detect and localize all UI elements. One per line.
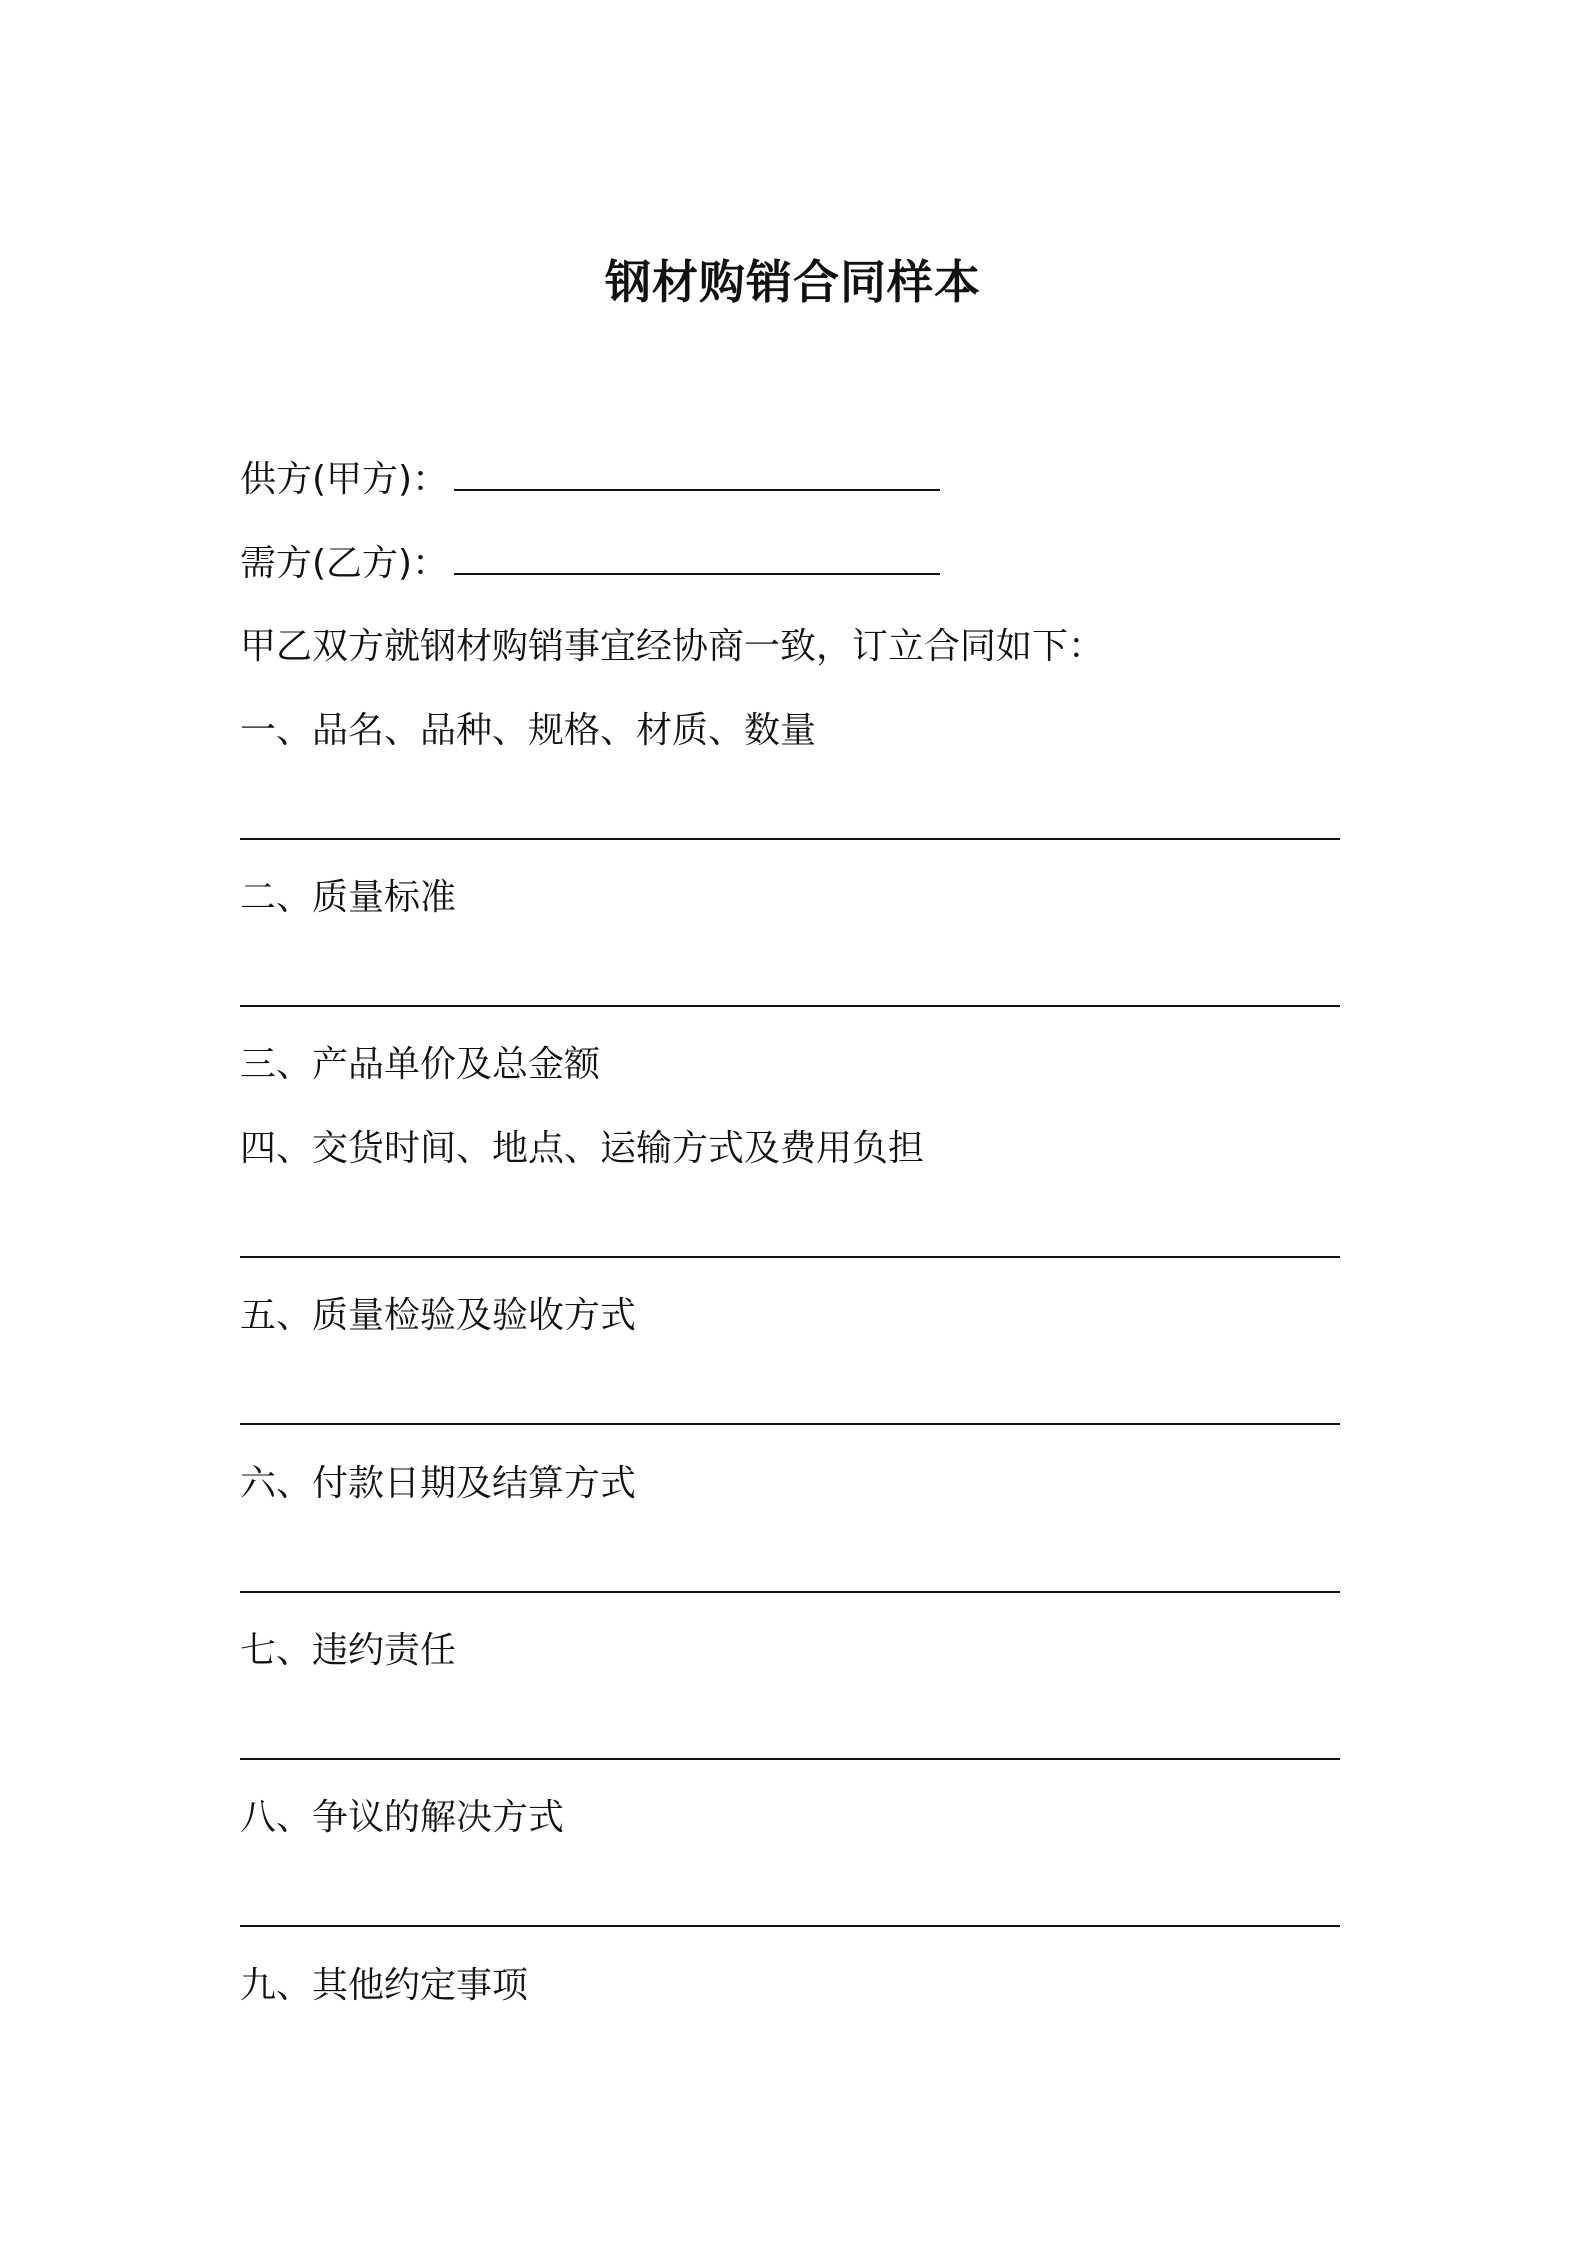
intro-text: 甲乙双方就钢材购销事宜经协商一致，订立合同如下： xyxy=(240,626,1105,667)
supplier-label: 供方(甲方)： xyxy=(240,459,449,500)
section-fill-line xyxy=(240,1758,1340,1760)
section-heading: 六、付款日期及结算方式 xyxy=(240,1463,637,1504)
section-fill-line xyxy=(240,1005,1340,1007)
section-heading: 三、产品单价及总金额 xyxy=(240,1044,601,1085)
section-heading: 八、争议的解决方式 xyxy=(240,1797,565,1838)
section-heading: 五、质量检验及验收方式 xyxy=(240,1295,637,1336)
section-fill-line xyxy=(240,838,1340,840)
section-heading: 四、交货时间、地点、运输方式及费用负担 xyxy=(240,1128,925,1169)
supplier-blank xyxy=(454,455,940,491)
buyer-line xyxy=(240,539,940,589)
buyer-blank xyxy=(454,539,940,575)
section-fill-line xyxy=(240,1423,1340,1425)
section-fill-line xyxy=(240,1591,1340,1593)
section-heading: 七、违约责任 xyxy=(240,1630,457,1671)
buyer-label: 需方(乙方)： xyxy=(240,543,449,584)
document-title: 钢材购销合同样本 xyxy=(605,255,981,309)
section-fill-line xyxy=(240,1925,1340,1927)
supplier-line xyxy=(240,455,940,505)
section-heading: 九、其他约定事项 xyxy=(240,1965,529,2006)
section-fill-line xyxy=(240,1256,1340,1258)
section-heading: 一、品名、品种、规格、材质、数量 xyxy=(240,710,817,751)
section-heading: 二、质量标准 xyxy=(240,877,457,918)
